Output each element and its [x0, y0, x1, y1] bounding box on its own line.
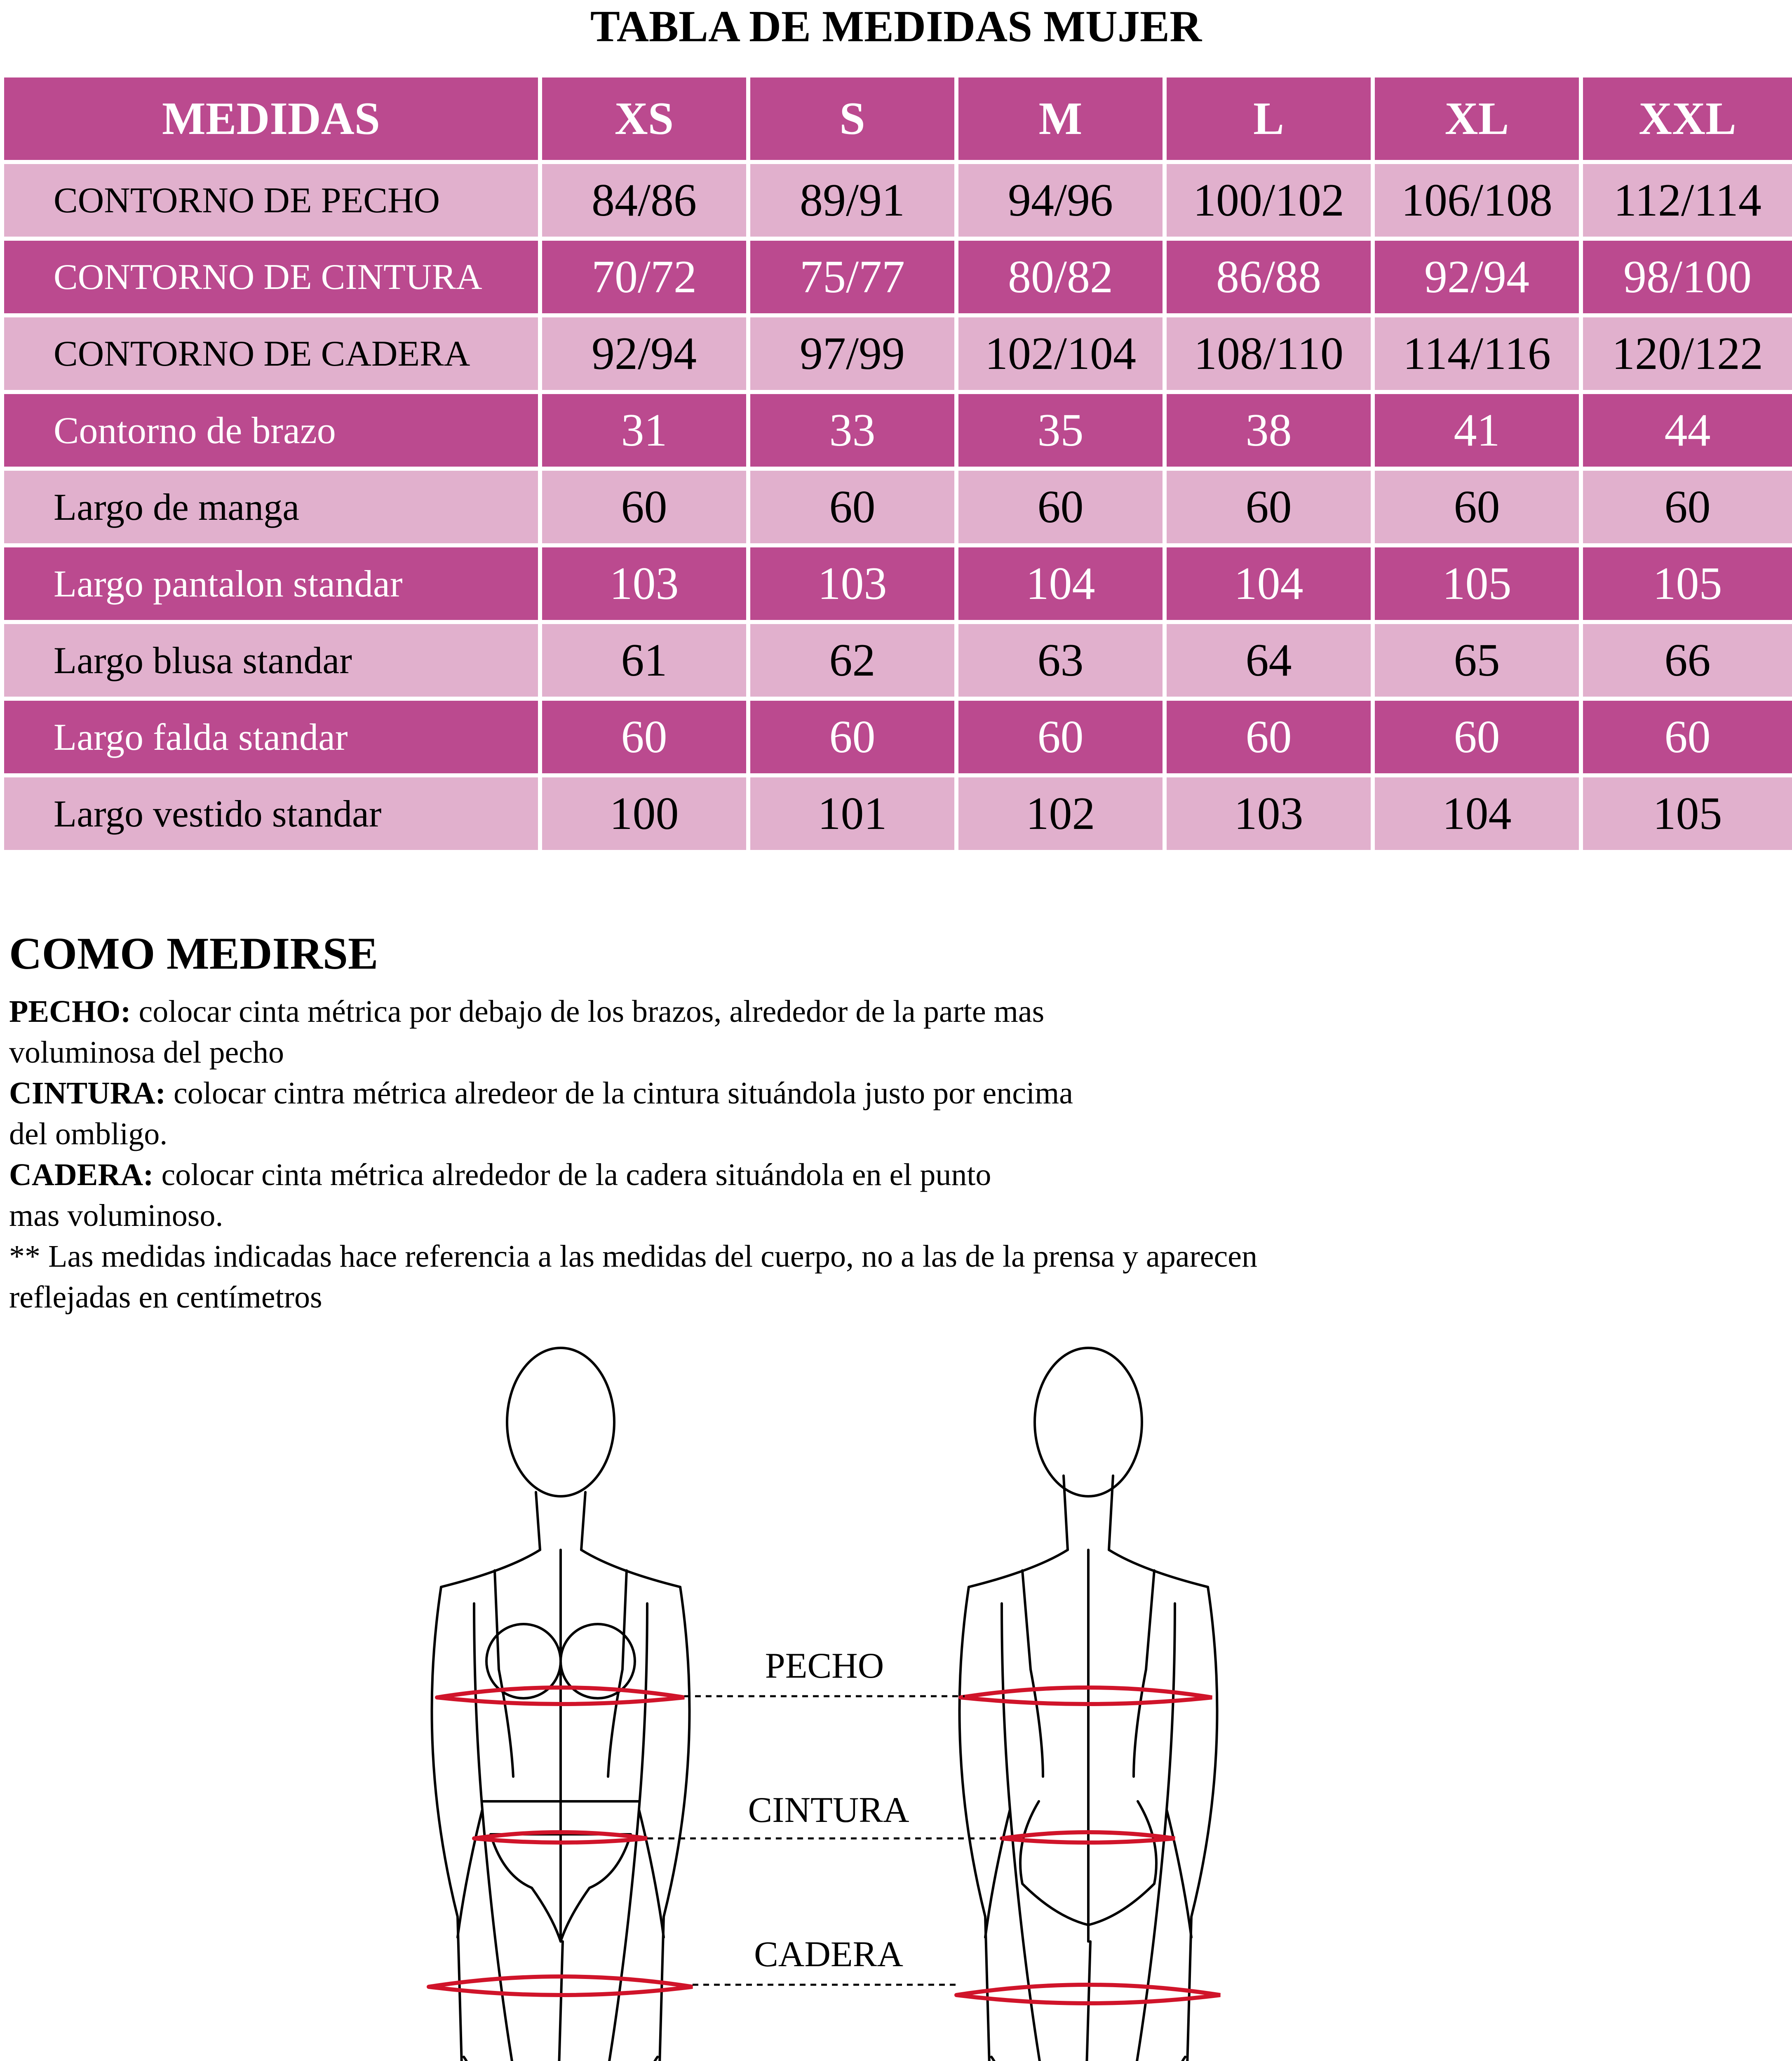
table-cell: 44	[1581, 392, 1792, 469]
table-cell: 105	[1373, 545, 1581, 622]
note-line: ** Las medidas indicadas hace referencia a las medidas del cuerpo, no a las de la prensa y aparecen	[9, 1239, 1258, 1274]
table-cell: 63	[956, 622, 1165, 699]
row-label: Contorno de brazo	[2, 392, 540, 469]
body-measurement-illustration	[412, 1340, 1360, 2061]
label-cadera: CADERA	[754, 1934, 903, 1974]
header-cell-xxl: XXL	[1581, 75, 1792, 162]
table-cell: 108/110	[1165, 315, 1373, 392]
table-cell: 84/86	[540, 162, 748, 239]
pecho-term: PECHO:	[9, 994, 131, 1029]
table-row	[2, 469, 1792, 545]
pecho-instruction	[9, 991, 1534, 1032]
table-cell: 64	[1165, 622, 1373, 699]
row-label: Largo vestido standar	[2, 775, 540, 852]
table-cell: 104	[1373, 775, 1581, 852]
table-cell: 101	[748, 775, 956, 852]
table-cell: 60	[956, 699, 1165, 775]
how-to-measure-title: COMO MEDIRSE	[9, 928, 378, 979]
table-row	[2, 622, 1792, 699]
row-label: CONTORNO DE PECHO	[2, 162, 540, 239]
label-pecho: PECHO	[765, 1646, 884, 1686]
table-cell: 60	[956, 469, 1165, 545]
table-cell: 100/102	[1165, 162, 1373, 239]
cintura-instruction	[9, 1073, 1534, 1114]
table-row	[2, 162, 1792, 239]
table-cell: 65	[1373, 622, 1581, 699]
table-cell: 86/88	[1165, 239, 1373, 315]
table-row	[2, 392, 1792, 469]
note-line-cont: reflejadas en centímetros	[9, 1280, 322, 1315]
table-cell: 60	[748, 699, 956, 775]
cintura-text: colocar cintra métrica alredeor de la cintura situándola justo por encima	[166, 1076, 1073, 1110]
table-cell: 62	[748, 622, 956, 699]
table-cell: 31	[540, 392, 748, 469]
header-cell-s: S	[748, 75, 956, 162]
table-cell: 60	[1581, 699, 1792, 775]
table-cell: 103	[748, 545, 956, 622]
table-cell: 60	[1581, 469, 1792, 545]
table-cell: 106/108	[1373, 162, 1581, 239]
table-cell: 103	[1165, 775, 1373, 852]
table-cell: 114/116	[1373, 315, 1581, 392]
how-to-measure-text	[9, 991, 1534, 1318]
pecho-instruction-cont: voluminosa del pecho	[9, 1035, 284, 1070]
cadera-text: colocar cinta métrica alrededor de la cadera situándola en el punto	[153, 1157, 991, 1192]
cintura-instruction-cont: del ombligo.	[9, 1117, 168, 1151]
table-cell: 94/96	[956, 162, 1165, 239]
row-label: Largo de manga	[2, 469, 540, 545]
cintura-term: CINTURA:	[9, 1076, 166, 1110]
table-cell: 60	[1165, 469, 1373, 545]
table-header-row	[2, 75, 1792, 162]
table-cell: 97/99	[748, 315, 956, 392]
label-cintura: CINTURA	[748, 1790, 909, 1830]
table-cell: 75/77	[748, 239, 956, 315]
header-cell-xl: XL	[1373, 75, 1581, 162]
table-cell: 98/100	[1581, 239, 1792, 315]
header-cell-l: L	[1165, 75, 1373, 162]
table-cell: 41	[1373, 392, 1581, 469]
table-row	[2, 239, 1792, 315]
pecho-text: colocar cinta métrica por debajo de los brazos, alrededor de la parte mas	[131, 994, 1045, 1029]
table-cell: 92/94	[540, 315, 748, 392]
row-label: CONTORNO DE CADERA	[2, 315, 540, 392]
table-cell: 105	[1581, 775, 1792, 852]
size-table	[0, 73, 1792, 854]
table-row	[2, 775, 1792, 852]
page-title: TABLA DE MEDIDAS MUJER	[590, 2, 1202, 51]
cadera-term: CADERA:	[9, 1157, 154, 1192]
table-cell: 61	[540, 622, 748, 699]
row-label: Largo blusa standar	[2, 622, 540, 699]
table-cell: 60	[540, 699, 748, 775]
cadera-instruction	[9, 1155, 1534, 1195]
table-cell: 89/91	[748, 162, 956, 239]
table-cell: 60	[1373, 469, 1581, 545]
table-cell: 120/122	[1581, 315, 1792, 392]
header-cell-xs: XS	[540, 75, 748, 162]
table-cell: 66	[1581, 622, 1792, 699]
table-cell: 104	[956, 545, 1165, 622]
table-cell: 60	[748, 469, 956, 545]
table-cell: 80/82	[956, 239, 1165, 315]
table-cell: 92/94	[1373, 239, 1581, 315]
table-cell: 103	[540, 545, 748, 622]
row-label: Largo pantalon standar	[2, 545, 540, 622]
table-cell: 102/104	[956, 315, 1165, 392]
table-cell: 104	[1165, 545, 1373, 622]
table-row	[2, 699, 1792, 775]
header-cell-medidas: MEDIDAS	[2, 75, 540, 162]
table-cell: 70/72	[540, 239, 748, 315]
table-cell: 33	[748, 392, 956, 469]
table-cell: 60	[1373, 699, 1581, 775]
table-cell: 60	[1165, 699, 1373, 775]
header-cell-m: M	[956, 75, 1165, 162]
row-label: CONTORNO DE CINTURA	[2, 239, 540, 315]
table-cell: 100	[540, 775, 748, 852]
cadera-instruction-cont: mas voluminoso.	[9, 1198, 223, 1233]
table-cell: 112/114	[1581, 162, 1792, 239]
table-cell: 38	[1165, 392, 1373, 469]
table-cell: 102	[956, 775, 1165, 852]
table-cell: 60	[540, 469, 748, 545]
table-row	[2, 545, 1792, 622]
table-cell: 105	[1581, 545, 1792, 622]
table-row	[2, 315, 1792, 392]
row-label: Largo falda standar	[2, 699, 540, 775]
table-cell: 35	[956, 392, 1165, 469]
